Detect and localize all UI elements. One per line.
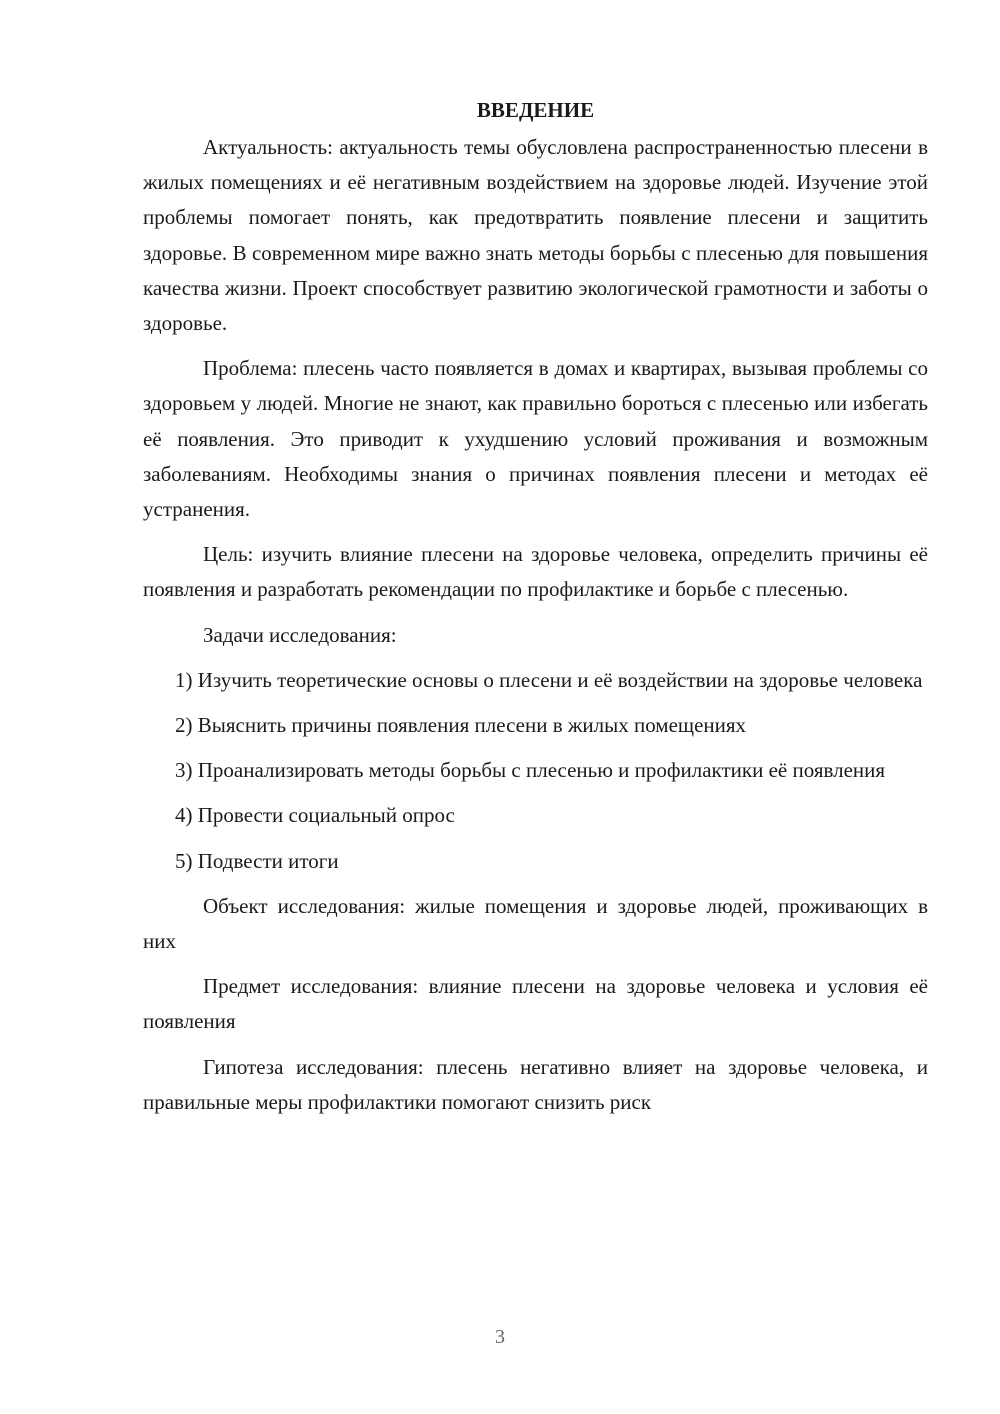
task-item: 5) Подвести итоги [175, 848, 339, 873]
relevance-paragraph: Актуальность: актуальность темы обусловлена распространенностью плесени в жилых помещениях и её негативным воздействием на здоровье людей. Изучение этой проблемы помогает понять, как предотвратить появление плесени и защитить здоровье. В современном мире важно знать методы борьбы с плесенью для повышения качества жизни. Проект способствует развитию экологической грамотности и заботы о здоровье. [143, 135, 928, 336]
hypothesis-paragraph: Гипотеза исследования: плесень негативно влияет на здоровье человека, и правильные меры профилактики помогают снизить риск [143, 1054, 928, 1114]
task-item: 3) Проанализировать методы борьбы с плесенью и профилактики её появления [175, 758, 886, 783]
problem-paragraph: Проблема: плесень часто появляется в домах и квартирах, вызывая проблемы со здоровьем у людей. Многие не знают, как правильно бороться с плесенью или избегать её появления. Это приводит к ухудшению условий проживания и возможным заболеваниям. Необходимы знания о причинах появления плесени и методах её устранения. [143, 356, 928, 522]
page-number: 3 [495, 1326, 505, 1348]
task-item: 2) Выяснить причины появления плесени в жилых помещениях [175, 713, 747, 738]
document-page [143, 93, 928, 1120]
tasks-heading: Задачи исследования: [203, 622, 397, 647]
object-paragraph: Объект исследования: жилые помещения и здоровье людей, проживающих в них [143, 893, 928, 954]
task-item: 1) Изучить теоретические основы о плесени и её воздействии на здоровье человека [175, 667, 923, 692]
subject-paragraph: Предмет исследования: влияние плесени на здоровье человека и условия её появления [143, 974, 928, 1034]
goal-paragraph: Цель: изучить влияние плесени на здоровье человека, определить причины её появления и разработать рекомендации по профилактике и борьбе с плесенью. [143, 542, 928, 602]
task-item: 4) Провести социальный опрос [175, 803, 455, 828]
section-title: ВВЕДЕНИЕ [476, 98, 595, 122]
